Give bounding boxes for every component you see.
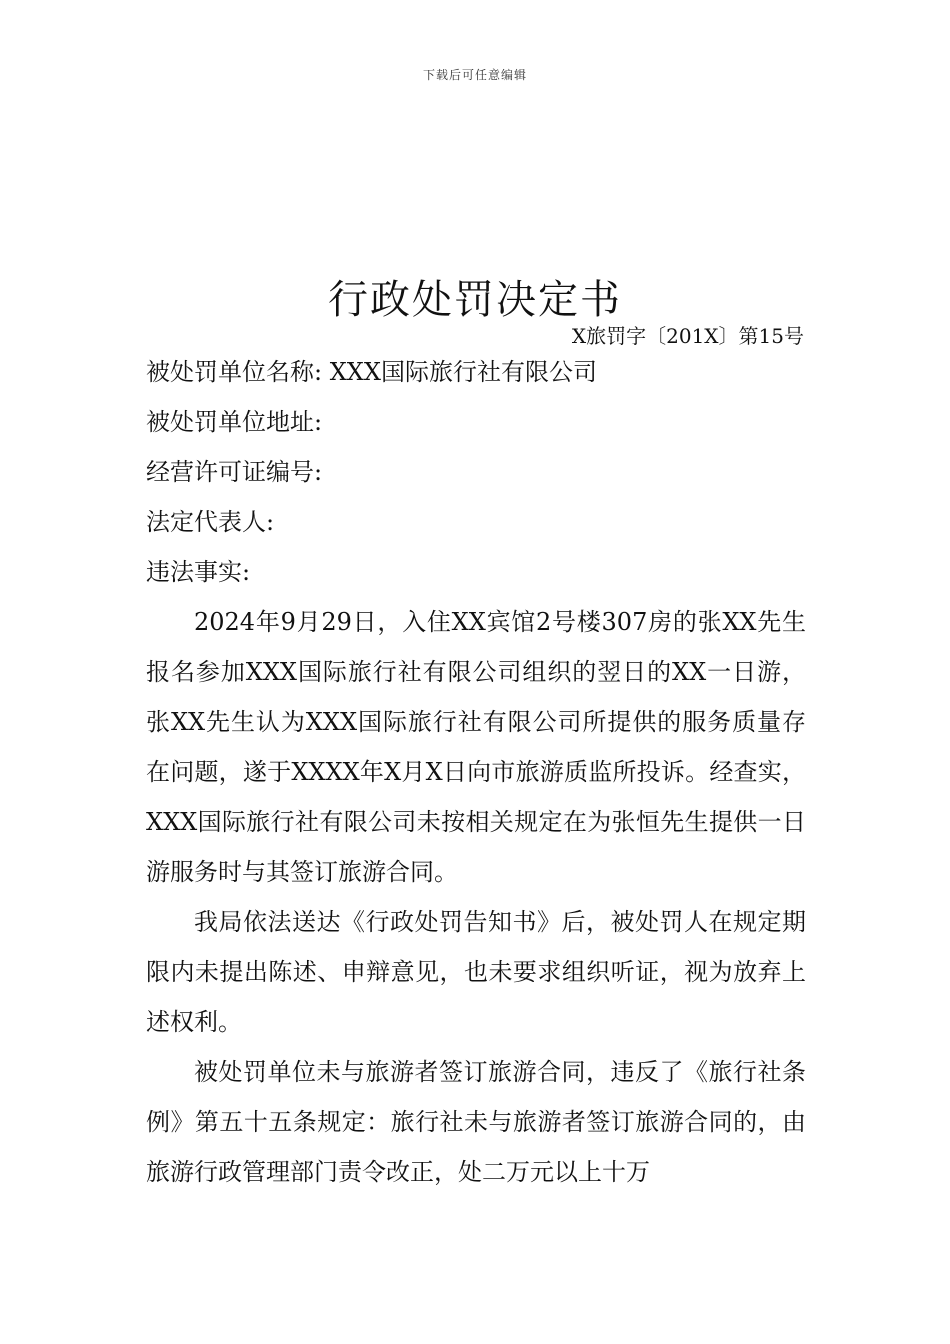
field-license-number — [146, 447, 806, 497]
field-unit-name — [146, 347, 806, 397]
field-label: 法定代表人: — [146, 508, 275, 536]
document-title: 行政处罚决定书 — [328, 277, 622, 323]
document-number: X旅罚字〔201X〕第15号 — [571, 324, 804, 348]
field-legal-representative — [146, 497, 806, 547]
paragraph-notice: 我局依法送达《行政处罚告知书》后，被处罚人在规定期限内未提出陈述、申辩意见，也未要求组织听证，视为放弃上述权利。 — [146, 908, 806, 1036]
header-note: 下载后可任意编辑 — [422, 68, 527, 82]
field-label: 被处罚单位地址: — [146, 408, 323, 436]
field-violation-facts — [146, 547, 806, 597]
paragraph-violation: 被处罚单位未与旅游者签订旅游合同，违反了《旅行社条例》第五十五条规定：旅行社未与旅游者签订旅游合同的，由旅游行政管理部门责令改正，处二万元以上十万 — [146, 1058, 806, 1186]
field-label: 被处罚单位名称: — [146, 358, 323, 386]
paragraph-facts: 2024年9月29日，入住XX宾馆2号楼307房的张XX先生报名参加XXX国际旅行社有限公司组织的翌日的XX一日游，张XX先生认为XXX国际旅行社有限公司所提供的服务质量存在问题，遂于XXXX年X月X日向市旅游质监所投诉。经查实，XXX国际旅行社有限公司未按相关规定在为张恒先生提供一日游服务时与其签订旅游合同。 — [146, 608, 806, 886]
field-label: 经营许可证编号: — [146, 458, 323, 486]
field-unit-address — [146, 397, 806, 447]
field-value: XXX国际旅行社有限公司 — [322, 358, 597, 386]
document-body — [146, 347, 806, 1197]
field-label: 违法事实: — [146, 558, 251, 586]
